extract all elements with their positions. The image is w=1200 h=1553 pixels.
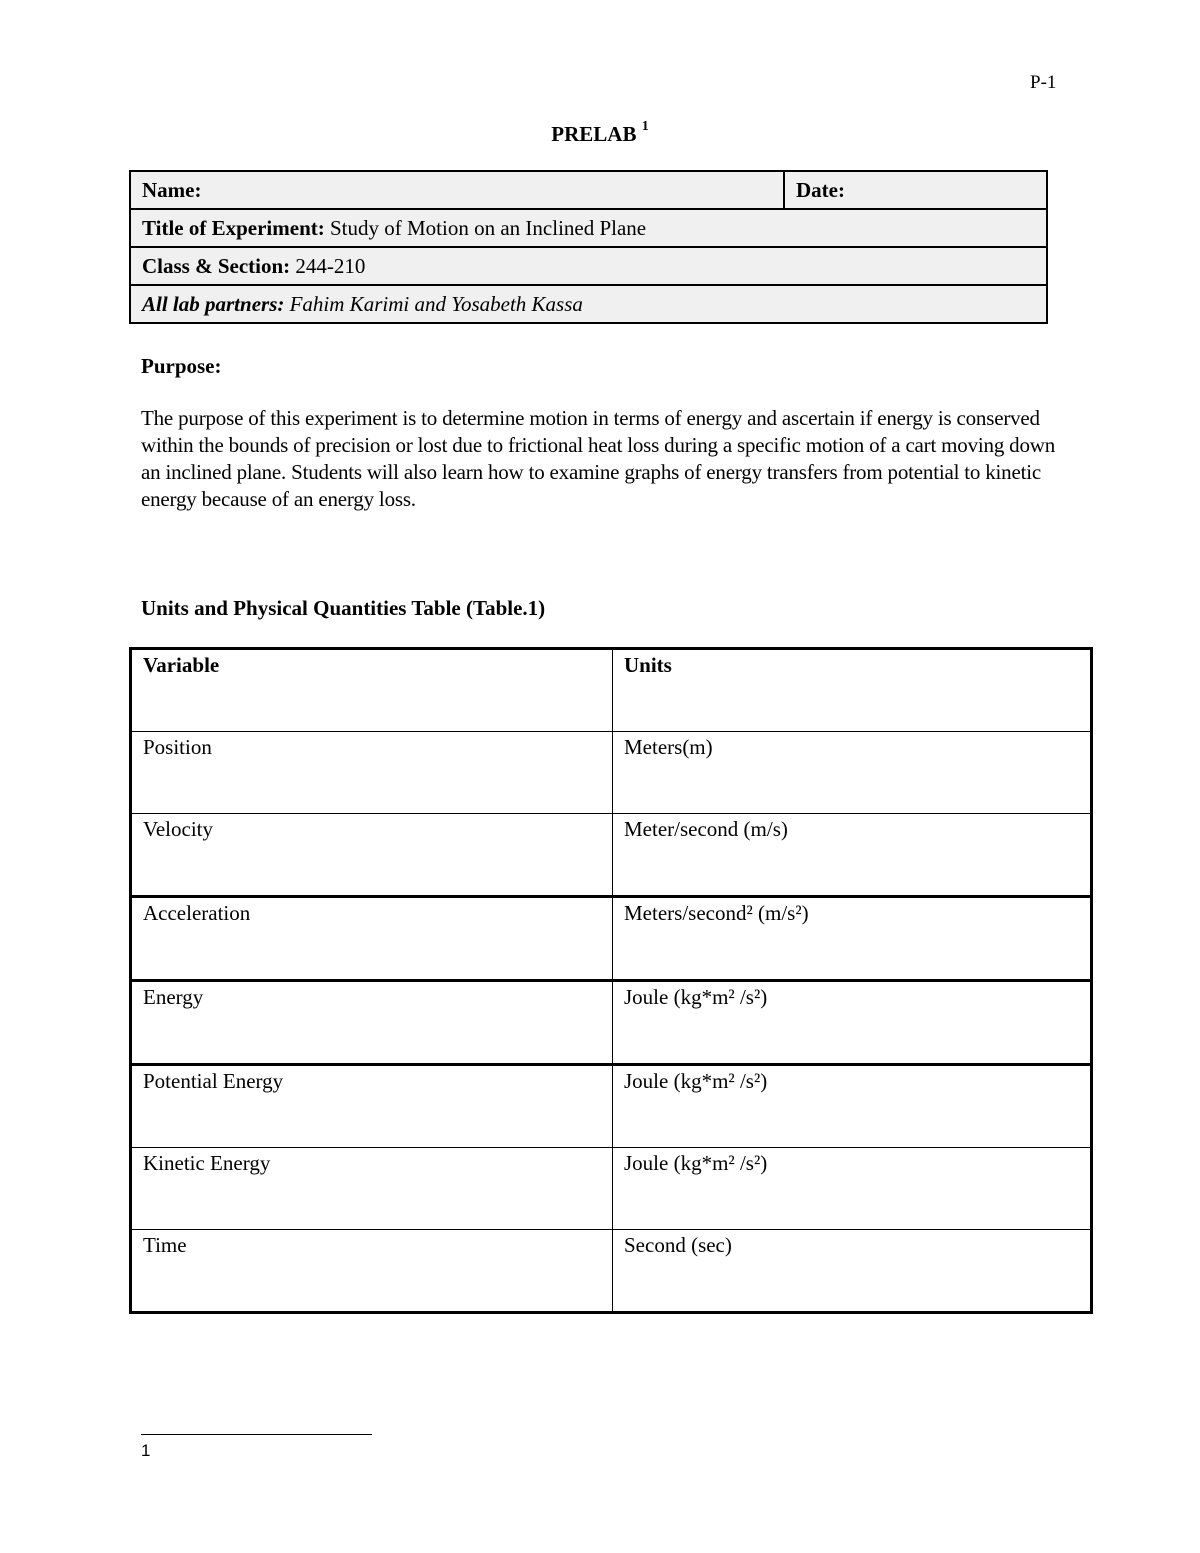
units-cell[interactable]: Meter/second (m/s) <box>613 814 1092 897</box>
name-label: Name: <box>142 177 202 202</box>
header-variable: Variable <box>131 649 613 732</box>
date-cell[interactable] <box>784 171 1047 209</box>
units-table-header-row <box>131 649 1092 732</box>
table-row <box>131 981 1092 1065</box>
table-row <box>131 897 1092 981</box>
experiment-cell[interactable] <box>130 209 1047 247</box>
units-cell[interactable]: Joule (kg*m² /s²) <box>613 981 1092 1065</box>
purpose-heading: Purpose: <box>141 354 222 378</box>
units-cell[interactable]: Meters/second² (m/s²) <box>613 897 1092 981</box>
info-row-partners <box>130 285 1047 323</box>
variable-cell[interactable]: Velocity <box>131 814 613 897</box>
units-cell[interactable]: Joule (kg*m² /s²) <box>613 1148 1092 1230</box>
info-row-name-date <box>130 171 1047 209</box>
class-label: Class & Section: <box>142 253 291 278</box>
header-units: Units <box>613 649 1092 732</box>
variable-cell[interactable]: Energy <box>131 981 613 1065</box>
variable-cell[interactable]: Position <box>131 732 613 814</box>
variable-cell[interactable]: Kinetic Energy <box>131 1148 613 1230</box>
units-cell[interactable]: Joule (kg*m² /s²) <box>613 1065 1092 1148</box>
experiment-value: Study of Motion on an Inclined Plane <box>330 215 647 240</box>
variable-cell[interactable]: Time <box>131 1230 613 1313</box>
info-row-class <box>130 247 1047 285</box>
table-row <box>131 1148 1092 1230</box>
units-table-heading: Units and Physical Quantities Table (Table.1) <box>141 596 546 620</box>
purpose-text: The purpose of this experiment is to determine motion in terms of energy and ascertain if energy is conserved within the bounds of precision or lost due to frictional heat loss during a specific motion of a cart moving down an inclined plane. Students will also learn how to examine graphs of energy transfers from potential to kinetic energy because of an energy loss. <box>141 406 1056 511</box>
info-row-experiment <box>130 209 1047 247</box>
table-row <box>131 1230 1092 1313</box>
info-table <box>129 170 1048 324</box>
experiment-label: Title of Experiment: <box>142 215 325 240</box>
variable-cell[interactable]: Acceleration <box>131 897 613 981</box>
date-label: Date: <box>796 177 845 202</box>
class-cell[interactable] <box>130 247 1047 285</box>
title-text: PRELAB <box>551 122 637 146</box>
partners-label: All lab partners: <box>142 291 285 316</box>
partners-value: Fahim Karimi and Yosabeth Kassa <box>289 291 583 316</box>
units-cell[interactable]: Second (sec) <box>613 1230 1092 1313</box>
table-row <box>131 814 1092 897</box>
page-title <box>0 119 1200 147</box>
class-value: 244-210 <box>295 253 366 278</box>
title-footnote-ref[interactable]: 1 <box>641 119 649 134</box>
name-cell[interactable] <box>130 171 784 209</box>
table-row <box>131 732 1092 814</box>
footnote-mark: 1 <box>141 1441 151 1460</box>
variable-cell[interactable]: Potential Energy <box>131 1065 613 1148</box>
partners-cell[interactable] <box>130 285 1047 323</box>
table-row <box>131 1065 1092 1148</box>
units-table <box>129 647 1093 1314</box>
page-number: P-1 <box>1030 72 1057 93</box>
footnote-separator <box>141 1434 372 1435</box>
units-cell[interactable]: Meters(m) <box>613 732 1092 814</box>
